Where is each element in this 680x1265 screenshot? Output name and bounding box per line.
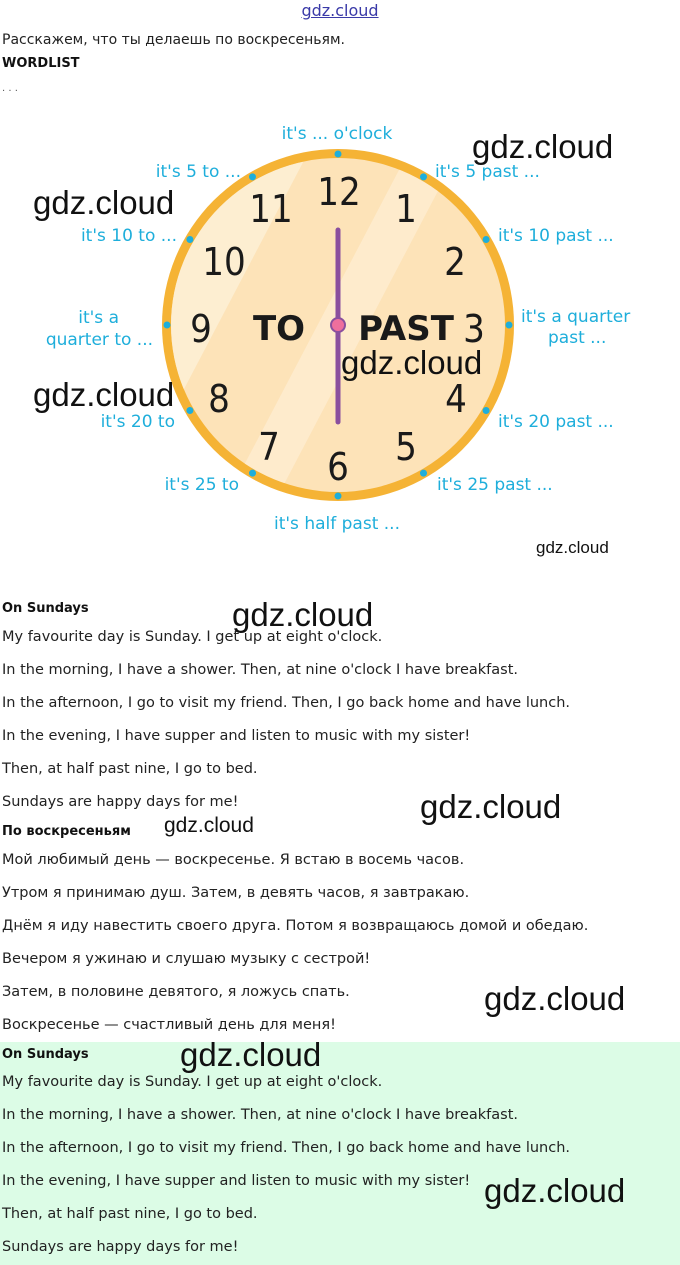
clock-number-11: 11: [249, 187, 293, 231]
watermark: gdz.cloud: [33, 184, 175, 221]
rim-dot: [186, 407, 193, 414]
text-line: My favourite day is Sunday. I get up at eight o'clock.: [2, 1074, 383, 1090]
clock-number-1: 1: [395, 187, 417, 231]
rim-dot: [335, 493, 342, 500]
text-line: Then, at half past nine, I go to bed.: [2, 761, 258, 777]
rim-dot: [483, 236, 490, 243]
watermark: gdz.cloud: [472, 128, 614, 165]
clock-number-8: 8: [208, 377, 230, 421]
phrase-ten-past: it's 10 past ...: [498, 226, 614, 246]
text-line: Мой любимый день — воскресенье. Я встаю в восемь часов.: [2, 852, 465, 868]
clock-number-6: 6: [327, 445, 349, 489]
rim-dot: [483, 407, 490, 414]
clock-number-12: 12: [317, 170, 361, 214]
rim-dot: [249, 173, 256, 180]
phrase-quarter-to-1: it's a: [78, 308, 119, 328]
text-line: Then, at half past nine, I go to bed.: [2, 1206, 258, 1222]
section-title: По воскресеньям: [2, 824, 131, 839]
text-line: In the morning, I have a shower. Then, at nine o'clock I have breakfast.: [2, 662, 518, 678]
section-english-2: [0, 1042, 680, 1265]
clock-center: [331, 318, 345, 332]
phrase-oclock: it's ... o'clock: [281, 124, 393, 144]
watermark: gdz.cloud: [33, 376, 175, 413]
site-link[interactable]: gdz.cloud: [301, 1, 379, 20]
phrase-quarter-past-1: it's a quarter: [521, 307, 631, 327]
text-line: In the evening, I have supper and listen to music with my sister!: [2, 1173, 471, 1189]
watermark: gdz.cloud: [420, 788, 562, 825]
clock-number-5: 5: [395, 425, 417, 469]
rim-dot: [420, 470, 427, 477]
text-line: In the morning, I have a shower. Then, at nine o'clock I have breakfast.: [2, 1107, 518, 1123]
watermark: gdz.cloud: [164, 814, 254, 837]
phrase-quarter-past-2: past ...: [548, 328, 607, 348]
watermark: gdz.cloud: [484, 980, 626, 1017]
watermark: gdz.cloud: [180, 1036, 322, 1073]
past-label: PAST: [358, 309, 454, 349]
wordlist-heading: WORDLIST: [2, 56, 80, 71]
text-line: Вечером я ужинаю и слушаю музыку с сестрой!: [2, 951, 371, 967]
phrase-twentyfive-to: it's 25 to: [164, 475, 239, 495]
watermark: gdz.cloud: [341, 344, 483, 381]
watermark: gdz.cloud: [536, 538, 609, 557]
phrase-quarter-to-2: quarter to ...: [45, 330, 153, 350]
text-line: In the evening, I have supper and listen to music with my sister!: [2, 728, 471, 744]
intro-text: Расскажем, что ты делаешь по воскресеньям.: [2, 32, 345, 48]
clock-number-3: 3: [463, 307, 485, 351]
text-line: In the afternoon, I go to visit my friend. Then, I go back home and have lunch.: [2, 1140, 571, 1156]
text-line: Воскресенье — счастливый день для меня!: [2, 1017, 336, 1033]
phrase-half-past: it's half past ...: [274, 514, 400, 534]
clock-number-10: 10: [202, 240, 246, 284]
clock-number-9: 9: [190, 307, 212, 351]
watermark: gdz.cloud: [484, 1172, 626, 1209]
rim-dot: [420, 173, 427, 180]
clock-number-4: 4: [445, 377, 467, 421]
phrase-twenty-past: it's 20 past ...: [498, 412, 614, 432]
section-title: On Sundays: [2, 1047, 89, 1062]
rim-dot: [186, 236, 193, 243]
text-line: Sundays are happy days for me!: [2, 1239, 239, 1255]
rim-dot: [164, 322, 171, 329]
clock-illustration: [0, 110, 680, 540]
text-line: In the afternoon, I go to visit my friend. Then, I go back home and have lunch.: [2, 695, 571, 711]
clock-number-2: 2: [444, 240, 466, 284]
phrase-ten-to: it's 10 to ...: [80, 226, 177, 246]
rim-dot: [335, 151, 342, 158]
section-title: On Sundays: [2, 601, 89, 616]
rim-dot: [249, 470, 256, 477]
watermark: gdz.cloud: [232, 596, 374, 633]
wordlist-dots: · · ·: [2, 86, 18, 97]
phrase-five-past: it's 5 past ...: [435, 162, 540, 182]
phrase-twentyfive-past: it's 25 past ...: [437, 475, 553, 495]
text-line: Затем, в половине девятого, я ложусь спать.: [2, 984, 350, 1000]
text-line: My favourite day is Sunday. I get up at eight o'clock.: [2, 629, 383, 645]
clock-number-7: 7: [258, 425, 280, 469]
text-line: Днём я иду навестить своего друга. Потом я возвращаюсь домой и обедаю.: [2, 918, 589, 934]
rim-dot: [506, 322, 513, 329]
text-line: Sundays are happy days for me!: [2, 794, 239, 810]
text-line: Утром я принимаю душ. Затем, в девять часов, я завтракаю.: [2, 885, 470, 901]
phrase-twenty-to: it's 20 to: [100, 412, 175, 432]
clock-svg: [0, 110, 680, 540]
to-label: TO: [252, 309, 306, 349]
phrase-five-to: it's 5 to ...: [155, 162, 241, 182]
